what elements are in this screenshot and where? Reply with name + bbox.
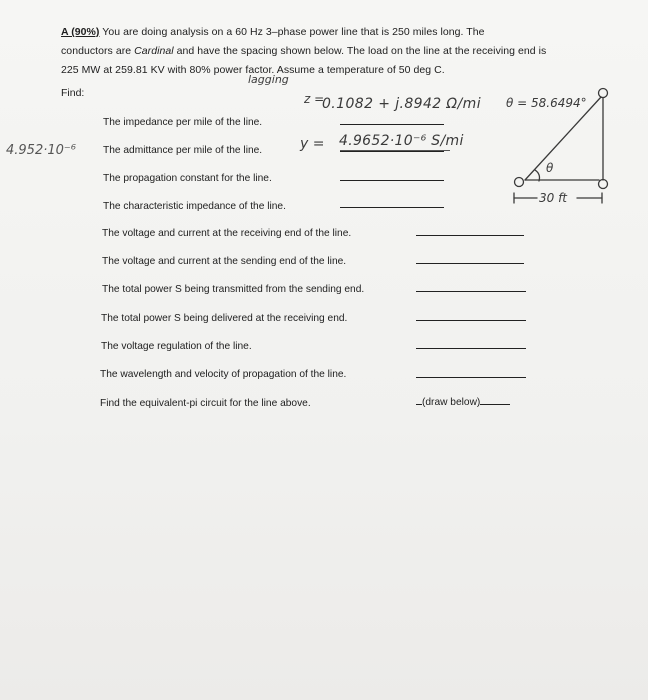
handwritten-z-value: 0.1082 + j.8942 Ω/mi [322,96,481,112]
problem-text-1: You are doing analysis on a 60 Hz 3–phase power line that is 250 miles long. The [102,26,485,38]
handwritten-y-value: 4.9652·10⁻⁶ S/mi [339,133,464,149]
answer-blank-wavelength [416,377,526,378]
handwritten-margin-note: 4.952·10⁻⁶ [6,143,76,158]
question-characteristic-impedance: The characteristic impedance of the line. [103,201,286,212]
question-receiving-end: The voltage and current at the receiving end of the line. [102,228,352,239]
question-wavelength-velocity: The wavelength and velocity of propagation of the line. [100,369,347,380]
answer-blank-power-sent [416,291,526,292]
question-impedance: The impedance per mile of the line. [103,117,263,128]
problem-line-1 [61,23,601,42]
answer-blank-regulation [416,348,526,349]
answer-blank-admittance [340,151,444,152]
answer-blank-impedance [340,124,444,125]
draw-below-note [416,396,510,408]
answer-blank-power-received [416,320,526,321]
problem-text-2a: conductors are [61,45,135,57]
answer-blank-receiving [416,235,524,236]
question-power-received: The total power S being delivered at the receiving end. [101,313,348,324]
conductor-name: Cardinal [134,45,174,57]
problem-line-2 [61,42,601,61]
question-voltage-regulation: The voltage regulation of the line. [101,341,252,352]
conductor-top [599,89,608,98]
handwritten-y-label: y = [300,136,325,152]
conductor-left [515,178,524,187]
problem-line-3: 225 MW at 259.81 KV with 80% power factor. Assume a temperature of 50 deg C. [61,64,445,76]
problem-label: A (90%) [61,26,100,38]
question-power-sent: The total power S being transmitted from the sending end. [102,284,365,295]
question-admittance: The admittance per mile of the line. [103,145,263,156]
draw-below-text: (draw below) [422,397,481,408]
conductor-right [599,180,608,189]
draw-underline-right [480,396,510,405]
handwritten-z-label: z = [304,92,325,106]
problem-statement [61,23,601,80]
handwritten-lagging: lagging [248,73,289,86]
answer-blank-characteristic [340,207,444,208]
handwritten-spacing: 30 ft [539,191,568,205]
answer-blank-sending [416,263,524,264]
handwritten-theta-value: θ = 58.6494° [506,96,587,110]
question-propagation-constant: The propagation constant for the line. [103,173,272,184]
handwritten-y-underline [340,150,450,151]
question-equivalent-pi: Find the equivalent-pi circuit for the line above. [100,398,311,409]
question-sending-end: The voltage and current at the sending end of the line. [102,256,347,267]
handwritten-theta-symbol: θ [546,161,554,175]
problem-text-2b: and have the spacing shown below. The load on the line at the receiving end is [173,45,547,57]
find-heading: Find: [61,87,85,99]
answer-blank-propagation [340,180,444,181]
